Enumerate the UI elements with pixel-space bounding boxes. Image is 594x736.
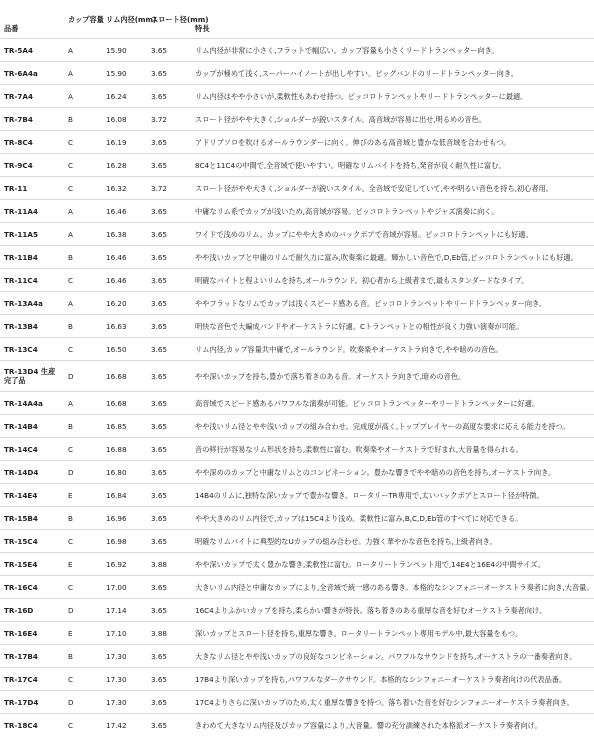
cell-feature: 14B4のリムに,独特な深いカップで豊かな響き。ロータリーTR専用で,太いバックボアとスロート径が特徴。 bbox=[191, 484, 594, 507]
table-row bbox=[0, 461, 594, 484]
cell-rim: 16.98 bbox=[102, 530, 147, 553]
cell-cup: C bbox=[64, 438, 102, 461]
cell-feature: 音の移行が容易なリム形状を持ち,柔軟性に富む。吹奏楽やオーケストラで好まれ,大音量を得られる。 bbox=[191, 438, 594, 461]
table-row bbox=[0, 392, 594, 415]
cell-rim: 16.68 bbox=[102, 361, 147, 392]
cell-rim: 16.19 bbox=[102, 131, 147, 154]
cell-throat: 3.65 bbox=[147, 530, 191, 553]
header-cup: カップ容量 bbox=[64, 0, 102, 39]
cell-rim: 16.46 bbox=[102, 200, 147, 223]
cell-throat: 3.65 bbox=[147, 576, 191, 599]
cell-cup: C bbox=[64, 576, 102, 599]
cell-throat: 3.65 bbox=[147, 599, 191, 622]
table-body bbox=[0, 39, 594, 736]
cell-cup: B bbox=[64, 415, 102, 438]
cell-model: TR-14E4 bbox=[0, 484, 64, 507]
cell-rim: 16.85 bbox=[102, 415, 147, 438]
cell-rim: 16.32 bbox=[102, 177, 147, 200]
cell-model: TR-15E4 bbox=[0, 553, 64, 576]
cell-model: TR-14C4 bbox=[0, 438, 64, 461]
cell-model: TR-11B4 bbox=[0, 246, 64, 269]
cell-model: TR-14A4a bbox=[0, 392, 64, 415]
cell-cup: D bbox=[64, 361, 102, 392]
cell-feature: 大きいリム内径と中庸なカップにより,全音域で統一感のある響き。本格的なシンフォニーオーケストラ奏者に向き,大音量。 bbox=[191, 576, 594, 599]
cell-cup: C bbox=[64, 154, 102, 177]
cell-throat: 3.65 bbox=[147, 484, 191, 507]
table-row bbox=[0, 39, 594, 62]
cell-throat: 3.65 bbox=[147, 154, 191, 177]
cell-cup: D bbox=[64, 691, 102, 714]
cell-feature: 明快な音色で大編成バンドやオーケストラに好適。Cトランペットとの相性が良く力強い演奏が可能。 bbox=[191, 315, 594, 338]
cell-feature: アドリブソロを吹けるオールラウンダーに向く。伸びのある高音域と豊かな低音域を合わせもつ。 bbox=[191, 131, 594, 154]
cell-feature: リム内径が非常に小さく,フラットで幅広い。カップ容量も小さくリードトランペッター向き。 bbox=[191, 39, 594, 62]
cell-cup: A bbox=[64, 62, 102, 85]
table-row bbox=[0, 361, 594, 392]
cell-model: TR-11A5 bbox=[0, 223, 64, 246]
cell-rim: 16.46 bbox=[102, 246, 147, 269]
cell-model: TR-7B4 bbox=[0, 108, 64, 131]
table-row bbox=[0, 415, 594, 438]
cell-rim: 16.50 bbox=[102, 338, 147, 361]
cell-cup: C bbox=[64, 338, 102, 361]
cell-throat: 3.65 bbox=[147, 62, 191, 85]
cell-model: TR-13C4 bbox=[0, 338, 64, 361]
table-row bbox=[0, 85, 594, 108]
cell-throat: 3.72 bbox=[147, 108, 191, 131]
header-row bbox=[0, 0, 594, 39]
table-row bbox=[0, 691, 594, 714]
cell-rim: 17.30 bbox=[102, 668, 147, 691]
cell-model: TR-16C4 bbox=[0, 576, 64, 599]
cell-throat: 3.65 bbox=[147, 415, 191, 438]
cell-feature: スロート径がやや大きく,ショルダーが鋭いスタイル。高音域が容易に出せ,明るめの音色。 bbox=[191, 108, 594, 131]
cell-throat: 3.65 bbox=[147, 338, 191, 361]
cell-model: TR-13A4a bbox=[0, 292, 64, 315]
cell-throat: 3.65 bbox=[147, 131, 191, 154]
cell-cup: C bbox=[64, 668, 102, 691]
cell-throat: 3.88 bbox=[147, 553, 191, 576]
cell-throat: 3.65 bbox=[147, 315, 191, 338]
cell-throat: 3.65 bbox=[147, 39, 191, 62]
cell-feature: 高音域でスピード感あるパワフルな演奏が可能。ピッコロトランペッターやリードトランペッターに好適。 bbox=[191, 392, 594, 415]
table-row bbox=[0, 200, 594, 223]
cell-throat: 3.65 bbox=[147, 461, 191, 484]
cell-model: TR-15B4 bbox=[0, 507, 64, 530]
cell-feature: 大きなリム径とやや浅いカップの良好なコンビネーション。パワフルなサウンドを持ち,オーケストラの一番奏者向き。 bbox=[191, 645, 594, 668]
header-model: 品番 bbox=[0, 0, 64, 39]
cell-feature: スロート径がやや大きく,ショルダーが鋭いスタイル。全音域で安定していて,やや明るい音色を持ち,初心者用。 bbox=[191, 177, 594, 200]
cell-model: TR-17D4 bbox=[0, 691, 64, 714]
cell-model: TR-7A4 bbox=[0, 85, 64, 108]
table-row bbox=[0, 292, 594, 315]
cell-cup: E bbox=[64, 622, 102, 645]
table-row bbox=[0, 507, 594, 530]
cell-cup: B bbox=[64, 315, 102, 338]
cell-cup: A bbox=[64, 223, 102, 246]
cell-model: TR-16E4 bbox=[0, 622, 64, 645]
cell-throat: 3.72 bbox=[147, 177, 191, 200]
cell-cup: B bbox=[64, 507, 102, 530]
table-row bbox=[0, 108, 594, 131]
cell-cup: B bbox=[64, 108, 102, 131]
table-row bbox=[0, 668, 594, 691]
table-row bbox=[0, 177, 594, 200]
cell-rim: 16.24 bbox=[102, 85, 147, 108]
cell-throat: 3.65 bbox=[147, 85, 191, 108]
cell-throat: 3.65 bbox=[147, 200, 191, 223]
cell-throat: 3.65 bbox=[147, 645, 191, 668]
cell-rim: 16.38 bbox=[102, 223, 147, 246]
cell-cup: A bbox=[64, 292, 102, 315]
cell-cup: A bbox=[64, 39, 102, 62]
cell-throat: 3.65 bbox=[147, 223, 191, 246]
cell-cup: C bbox=[64, 269, 102, 292]
cell-cup: C bbox=[64, 530, 102, 553]
table-row bbox=[0, 338, 594, 361]
cell-feature: きわめて大きなリム内径及びカップ容量により,大音量。響の充分訓練された本格派オーケストラ奏者向け。 bbox=[191, 714, 594, 736]
table-row bbox=[0, 315, 594, 338]
cell-feature: 8C4と11C4の中間で,全音域で使いやすい。明確なリムバイトを持ち,発音が良く耐久性に富む。 bbox=[191, 154, 594, 177]
header-rim: リム内径(mm) bbox=[102, 0, 147, 39]
cell-feature: 明確なバイトと程よいリムを持ち,オールラウンド。初心者から上級者まで,最もスタンダードなタイプ。 bbox=[191, 269, 594, 292]
table-row bbox=[0, 246, 594, 269]
cell-model: TR-11C4 bbox=[0, 269, 64, 292]
cell-feature: やや深いカップを持ち,豊かで落ち着きのある音。オーケストラ向きで,暗めの音色。 bbox=[191, 361, 594, 392]
cell-model: TR-14B4 bbox=[0, 415, 64, 438]
cell-rim: 16.80 bbox=[102, 461, 147, 484]
cell-cup: A bbox=[64, 392, 102, 415]
cell-throat: 3.65 bbox=[147, 714, 191, 736]
cell-model: TR-11 bbox=[0, 177, 64, 200]
table-row bbox=[0, 131, 594, 154]
cell-throat: 3.65 bbox=[147, 507, 191, 530]
cell-cup: A bbox=[64, 85, 102, 108]
table-row bbox=[0, 599, 594, 622]
cell-rim: 17.42 bbox=[102, 714, 147, 736]
cell-feature: 16C4よりふかいカップを持ち,柔らかい響きが特長。落ち着きのある重厚な音を好むオーケストラ奏者向け。 bbox=[191, 599, 594, 622]
cell-throat: 3.65 bbox=[147, 668, 191, 691]
cell-feature: リム内径はやや小さいが,柔軟性もあわせ持つ。ピッコロトランペットやリードトランペッターに最適。 bbox=[191, 85, 594, 108]
table-row bbox=[0, 223, 594, 246]
cell-rim: 16.28 bbox=[102, 154, 147, 177]
table-row bbox=[0, 62, 594, 85]
cell-model: TR-18C4 bbox=[0, 714, 64, 736]
table-header bbox=[0, 0, 594, 39]
cell-model: TR-14D4 bbox=[0, 461, 64, 484]
cell-rim: 17.14 bbox=[102, 599, 147, 622]
cell-rim: 16.96 bbox=[102, 507, 147, 530]
cell-model: TR-17B4 bbox=[0, 645, 64, 668]
cell-throat: 3.65 bbox=[147, 392, 191, 415]
cell-feature: やや大きめのリム内径で,カップは15C4より浅め。柔軟性に富み,B,C,D,Eb管のすべてに対応できる。 bbox=[191, 507, 594, 530]
cell-cup: E bbox=[64, 553, 102, 576]
cell-feature: ワイドで浅めのリム。カップにやや大きめのバックボアで音域が容易。ピッコロトランペットにも好適。 bbox=[191, 223, 594, 246]
table-row bbox=[0, 438, 594, 461]
cell-rim: 17.10 bbox=[102, 622, 147, 645]
cell-model: TR-17C4 bbox=[0, 668, 64, 691]
header-throat: スロート径(mm) bbox=[147, 0, 191, 39]
cell-feature: ややフラットなリムでカップは浅くスピード感ある音。ピッコロトランペットやリードトランペッター向き。 bbox=[191, 292, 594, 315]
cell-model: TR-9C4 bbox=[0, 154, 64, 177]
table-row bbox=[0, 576, 594, 599]
cell-cup: C bbox=[64, 177, 102, 200]
cell-feature: 17C4よりさらに深いカップのため,太く重厚な響きを持つ。落ち着いた音を好むシンフォニーオーケストラ奏者向き。 bbox=[191, 691, 594, 714]
cell-cup: C bbox=[64, 714, 102, 736]
table-row bbox=[0, 645, 594, 668]
cell-cup: D bbox=[64, 461, 102, 484]
cell-rim: 15.90 bbox=[102, 62, 147, 85]
cell-feature: やや深めのカップと中庸なリムとのコンビネーション。豊かな響きでやや暗めの音色を持ち,オーケストラ向き。 bbox=[191, 461, 594, 484]
header-feature: 特長 bbox=[191, 0, 594, 39]
cell-throat: 3.65 bbox=[147, 269, 191, 292]
table-row bbox=[0, 154, 594, 177]
cell-rim: 16.88 bbox=[102, 438, 147, 461]
cell-rim: 16.92 bbox=[102, 553, 147, 576]
cell-throat: 3.65 bbox=[147, 361, 191, 392]
table-row bbox=[0, 484, 594, 507]
cell-feature: やや浅いカップと中庸のリムで耐久力に富み,吹奏楽に最適。輝かしい音色で,D,Eb管,ピッコロトランペットにも好適。 bbox=[191, 246, 594, 269]
cell-throat: 3.65 bbox=[147, 292, 191, 315]
cell-rim: 16.46 bbox=[102, 269, 147, 292]
cell-rim: 15.90 bbox=[102, 39, 147, 62]
cell-model: TR-15C4 bbox=[0, 530, 64, 553]
cell-cup: B bbox=[64, 645, 102, 668]
cell-cup: E bbox=[64, 484, 102, 507]
cell-model: TR-6A4a bbox=[0, 62, 64, 85]
cell-cup: A bbox=[64, 200, 102, 223]
cell-rim: 17.30 bbox=[102, 691, 147, 714]
cell-throat: 3.65 bbox=[147, 438, 191, 461]
cell-feature: カップが極めて浅く,スーパーハイノートが出しやすい。ビッグバンドのリードトランペッター向き。 bbox=[191, 62, 594, 85]
cell-rim: 16.84 bbox=[102, 484, 147, 507]
table-row bbox=[0, 622, 594, 645]
cell-feature: やや深いカップで太く豊かな響き,柔軟性に富む。ロータリートランペット用で,14E4と16E4の中間サイズ。 bbox=[191, 553, 594, 576]
cell-feature: 明確なリムバイトに典型的なUカップの組み合わせ。力強く華やかな音色を持ち,上級者向き。 bbox=[191, 530, 594, 553]
cell-cup: C bbox=[64, 131, 102, 154]
cell-rim: 16.63 bbox=[102, 315, 147, 338]
cell-feature: 17B4より深いカップを持ち,パワフルなダークサウンド。本格的なシンフォニーオーケストラ奏者向けの代表品番。 bbox=[191, 668, 594, 691]
cell-cup: B bbox=[64, 246, 102, 269]
table-row bbox=[0, 714, 594, 736]
cell-throat: 3.88 bbox=[147, 622, 191, 645]
table-row bbox=[0, 553, 594, 576]
cell-rim: 16.08 bbox=[102, 108, 147, 131]
cell-rim: 16.68 bbox=[102, 392, 147, 415]
cell-rim: 17.00 bbox=[102, 576, 147, 599]
table-row bbox=[0, 269, 594, 292]
cell-feature: 深いカップとスロート径を持ち,重厚な響き。ロータリートランペット専用モデル中,最大容量をもつ。 bbox=[191, 622, 594, 645]
cell-throat: 3.65 bbox=[147, 691, 191, 714]
cell-model: TR-11A4 bbox=[0, 200, 64, 223]
cell-throat: 3.65 bbox=[147, 246, 191, 269]
cell-feature: 中庸なリム系でカップが浅いため,高音域が容易。ピッコロトランペットやジャズ演奏に向く。 bbox=[191, 200, 594, 223]
cell-feature: やや浅いリム径とやや浅いカップの組み合わせ。完成度が高く,トッププレイヤーの高度な要求に応える能力を持つ。 bbox=[191, 415, 594, 438]
cell-model: TR-16D bbox=[0, 599, 64, 622]
cell-rim: 17.30 bbox=[102, 645, 147, 668]
cell-model: TR-13D4 生産完了品 bbox=[0, 361, 64, 392]
cell-rim: 16.20 bbox=[102, 292, 147, 315]
cell-cup: D bbox=[64, 599, 102, 622]
cell-feature: リム内径,カップ容量共中庸で,オールラウンド。吹奏楽やオーケストラ向きで,やや暗めの音色。 bbox=[191, 338, 594, 361]
cell-model: TR-5A4 bbox=[0, 39, 64, 62]
cell-model: TR-13B4 bbox=[0, 315, 64, 338]
table-row bbox=[0, 530, 594, 553]
cell-model: TR-8C4 bbox=[0, 131, 64, 154]
